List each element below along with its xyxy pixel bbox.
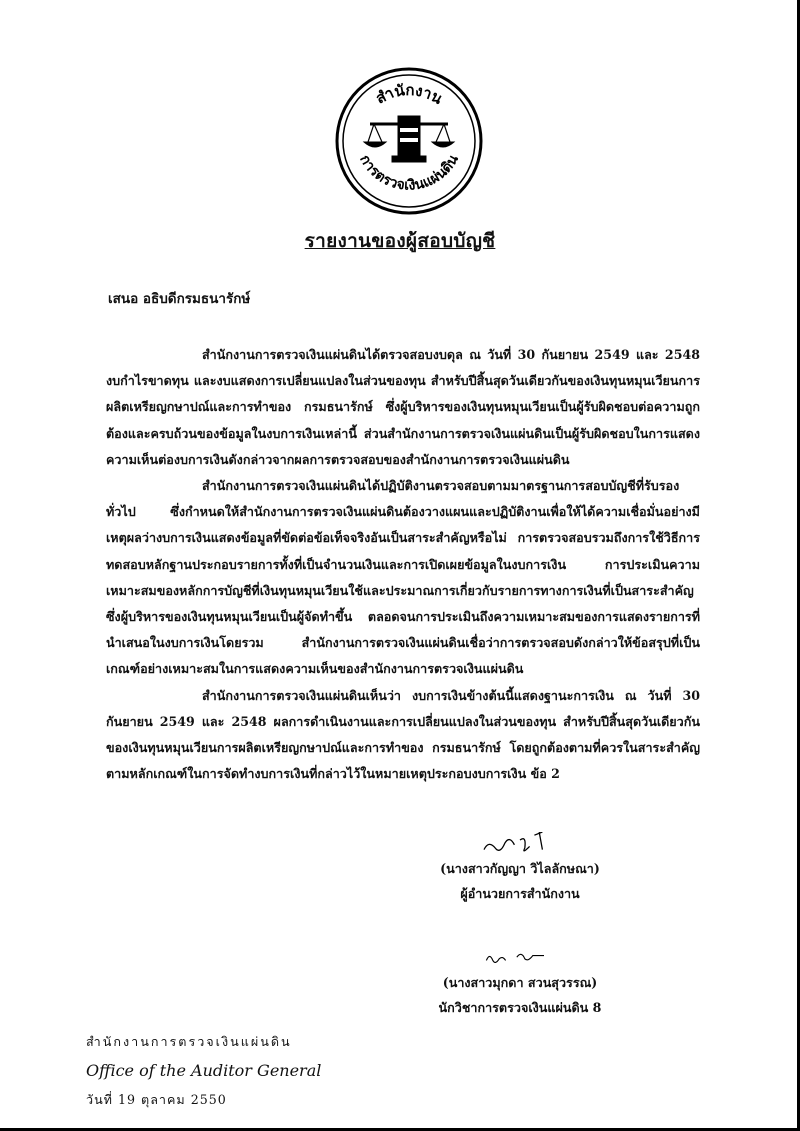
seal-top-text: สำนักงาน (373, 80, 446, 108)
footer-office-thai: สำนักงานการตรวจเงินแผ่นดิน (86, 1034, 292, 1049)
signatory-name-1: (นางสาวกัญญา วิไลลักษณา) (440, 861, 600, 876)
page-title: รายงานของผู้สอบบัญชี (304, 230, 496, 252)
audit-office-seal-icon (334, 66, 484, 216)
signature-block-director (420, 832, 620, 906)
svg-text:สำนักงาน (373, 81, 446, 108)
footer-block (86, 1027, 321, 1114)
signature-block-auditor (420, 946, 620, 1020)
paragraph-audit-basis: สำนักงานการตรวจเงินแผ่นดินได้ปฏิบัติงานตรวจสอบตามมาตรฐานการสอบบัญชีที่รับรองทั่วไป ซึ่งกำหนดให้สำนักงานการตรวจเงินแผ่นดินต้องวางแผนและปฏิบัติงานเพื่อให้ได้ความเชื่อมั่นอย่างมีเหตุผลว่างบการเงินแสดงข้อมูลที่ขัดต่อข้อเท็จจริงอันเป็นสาระสำคัญหรือไม่ การตรวจสอบรวมถึงการใช้วิธีการทดสอบหลักฐานประกอบรายการทั้งที่เป็นจำนวนเงินและการเปิดเผยข้อมูลในงบการเงิน การประเมินความเหมาะสมของหลักการบัญชีที่เงินทุนหมุนเวียนใช้และประมาณการเกี่ยวกับรายการทางการเงินที่เป็นสาระสำคัญ ซึ่งผู้บริหารของเงินทุนหมุนเวียนเป็นผู้จัดทำขึ้น ตลอดจนการประเมินถึงความเหมาะสมของการแสดงรายการที่นำเสนอในงบการเงินโดยรวม สำนักงานการตรวจเงินแผ่นดินเชื่อว่าการตรวจสอบดังกล่าวให้ข้อสรุปที่เป็นเกณฑ์อย่างเหมาะสมในการแสดงความเห็นของสำนักงานการตรวจเงินแผ่นดิน (106, 478, 700, 677)
footer-office-english: Office of the Auditor General (86, 1061, 322, 1080)
seal-bottom-text: การตรวจเงินแผ่นดิน (356, 152, 462, 194)
footer-date: วันที่ 19 ตุลาคม 2550 (86, 1092, 227, 1107)
salutation: เสนอ อธิบดีกรมธนารักษ์ (108, 291, 251, 307)
signatory-position-1: ผู้อำนวยการสำนักงาน (460, 886, 580, 901)
paragraph-scope: สำนักงานการตรวจเงินแผ่นดินได้ตรวจสอบงบดุล ณ วันที่ 30 กันยายน 2549 และ 2548 งบกำไรขาดทุน และงบแสดงการเปลี่ยนแปลงในส่วนของทุน สำหรับปีสิ้นสุดวันเดียวกันของเงินทุนหมุนเวียนการผลิตเหรียญกษาปณ์และการทำของ กรมธนารักษ์ ซึ่งผู้บริหารของเงินทุนหมุนเวียนเป็นผู้รับผิดชอบต่อความถูกต้องและครบถ้วนของข้อมูลในงบการเงินเหล่านี้ ส่วนสำนักงานการตรวจเงินแผ่นดินเป็นผู้รับผิดชอบในการแสดงความเห็นต่องบการเงินดังกล่าวจากผลการตรวจสอบของสำนักงานการตรวจเงินแผ่นดิน (106, 347, 700, 467)
paragraph-opinion: สำนักงานการตรวจเงินแผ่นดินเห็นว่า งบการเงินข้างต้นนี้แสดงฐานะการเงิน ณ วันที่ 30 กันยายน 2549 และ 2548 ผลการดำเนินงานและการเปลี่ยนแปลงในส่วนของทุน สำหรับปีสิ้นสุดวันเดียวกันของเงินทุนหมุนเวียนการผลิตเหรียญกษาปณ์และการทำของ กรมธนารักษ์ โดยถูกต้องตามที่ควรในสาระสำคัญตามหลักเกณฑ์ในการจัดทำงบการเงินที่กล่าวไว้ในหมายเหตุประกอบงบการเงิน ข้อ 2 (106, 687, 700, 782)
signatory-position-2: นักวิชาการตรวจเงินแผ่นดิน 8 (438, 1000, 602, 1015)
handwritten-signature-icon (420, 832, 620, 856)
signatory-name-2: (นางสาวมุกดา สวนสุวรรณ) (442, 975, 598, 990)
handwritten-signature-icon (420, 946, 620, 970)
report-body (106, 342, 700, 787)
